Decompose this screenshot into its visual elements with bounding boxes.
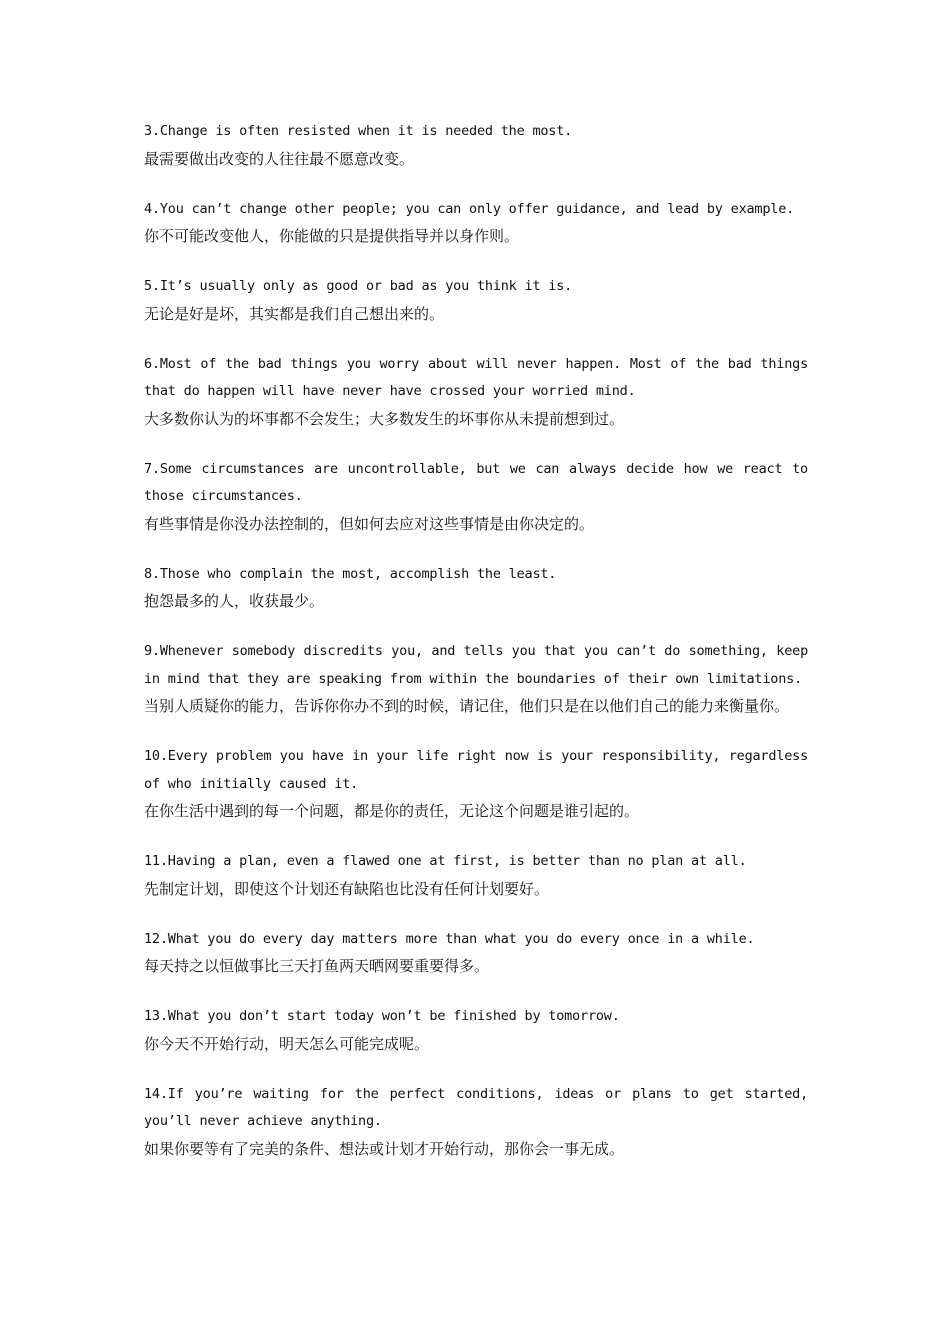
- quote-item: [144, 926, 808, 981]
- quote-item: [144, 848, 808, 903]
- document-page: [144, 118, 808, 1186]
- quote-chinese: 最需要做出改变的人往往最不愿意改变。: [144, 149, 415, 168]
- quote-english: 5.It’s usually only as good or bad as you think it is.: [144, 278, 573, 294]
- quote-chinese: 你今天不开始行动，明天怎么可能完成呢。: [144, 1034, 430, 1053]
- quote-item: [144, 456, 808, 538]
- quote-english: 6.Most of the bad things you worry about will never happen. Most of the bad things that do happen will have never have crossed your worried mind.: [144, 355, 808, 399]
- quote-item: [144, 196, 808, 251]
- quote-chinese: 当别人质疑你的能力，告诉你你办不到的时候，请记住，他们只是在以他们自己的能力来衡量你。: [144, 697, 790, 715]
- quote-english: 13.What you don’t start today won’t be finished by tomorrow.: [144, 1008, 620, 1024]
- quote-chinese: 大多数你认为的坏事都不会发生；大多数发生的坏事你从未提前想到过。: [144, 409, 625, 428]
- quote-item: [144, 351, 808, 433]
- quote-chinese: 你不可能改变他人，你能做的只是提供指导并以身作则。: [144, 227, 520, 245]
- quote-english: 12.What you do every day matters more than what you do every once in a while.: [144, 930, 755, 947]
- quote-english: 14.If you’re waiting for the perfect conditions, ideas or plans to get started, you’ll never achieve anything.: [144, 1085, 808, 1129]
- quote-english: 3.Change is often resisted when it is needed the most.: [144, 123, 573, 139]
- quote-chinese: 在你生活中遇到的每一个问题，都是你的责任，无论这个问题是谁引起的。: [144, 802, 640, 820]
- quote-chinese: 抱怨最多的人，收获最少。: [144, 592, 325, 610]
- quote-chinese: 有些事情是你没办法控制的，但如何去应对这些事情是由你决定的。: [144, 514, 595, 533]
- quote-item: [144, 743, 808, 825]
- quote-english: 7.Some circumstances are uncontrollable, but we can always decide how we react to those circumstances.: [144, 460, 808, 504]
- quote-item: [144, 638, 808, 720]
- quote-chinese: 每天持之以恒做事比三天打鱼两天晒网要重要得多。: [144, 957, 490, 975]
- quote-item: [144, 1003, 808, 1058]
- quote-item: [144, 273, 808, 328]
- quote-item: [144, 561, 808, 616]
- quote-item: [144, 118, 808, 173]
- quote-english: 8.Those who complain the most, accomplish the least.: [144, 565, 557, 582]
- quote-chinese: 先制定计划，即使这个计划还有缺陷也比没有任何计划要好。: [144, 879, 550, 898]
- quote-chinese: 无论是好是坏，其实都是我们自己想出来的。: [144, 304, 445, 323]
- quote-english: 11.Having a plan, even a flawed one at first, is better than no plan at all.: [144, 853, 747, 869]
- quote-english: 10.Every problem you have in your life right now is your responsibility, regardless of who initially caused it.: [144, 748, 808, 792]
- quote-item: [144, 1081, 808, 1163]
- quote-english: 9.Whenever somebody discredits you, and tells you that you can’t do something, keep in mind that they are speaking from within the boundaries of their own limitations.: [144, 643, 808, 687]
- quote-chinese: 如果你要等有了完美的条件、想法或计划才开始行动，那你会一事无成。: [144, 1139, 625, 1158]
- quote-english: 4.You can’t change other people; you can only offer guidance, and lead by example.: [144, 200, 795, 217]
